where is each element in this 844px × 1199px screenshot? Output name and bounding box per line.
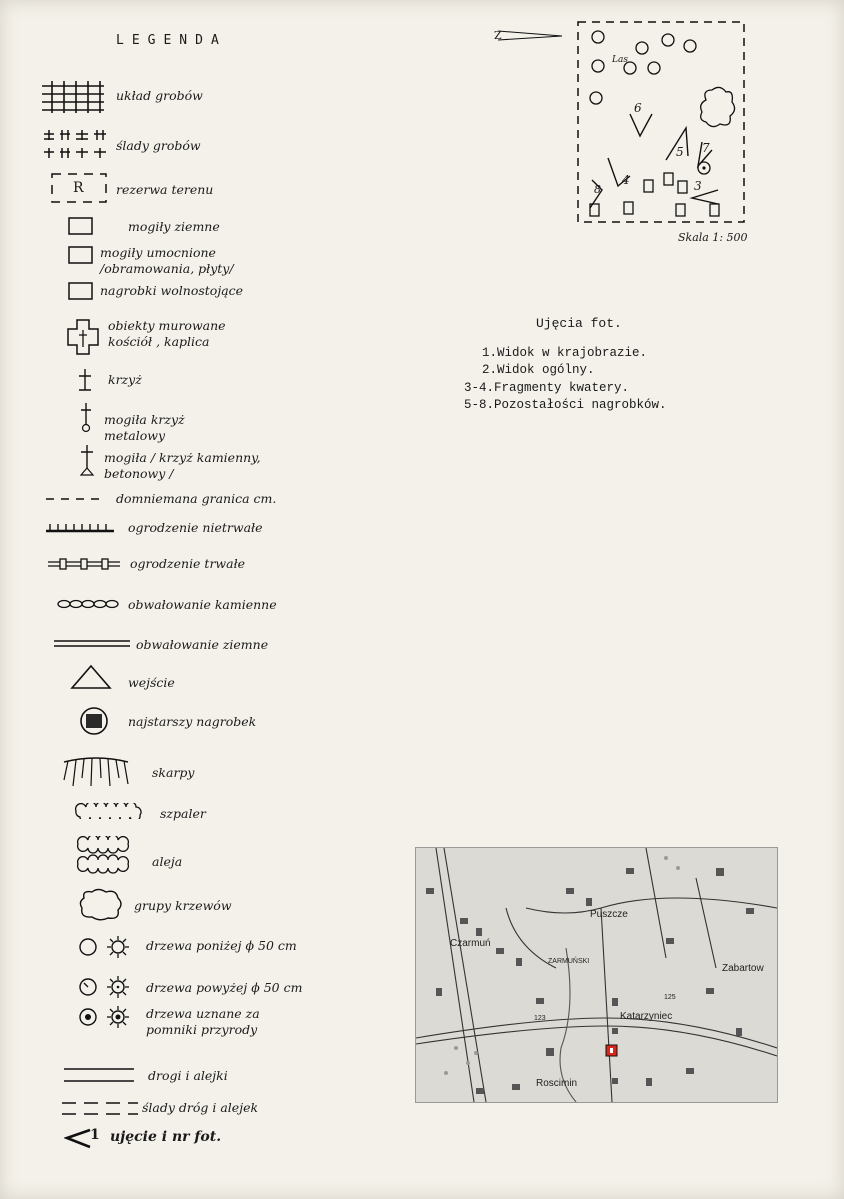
map-label-puszcze: Puszcze [590,909,628,920]
legend-roads-label: drogi i alejki [148,1068,228,1083]
legend-temp-fence-label: ogrodzenie nietrwałe [128,520,263,535]
legend-avenue-label: aleja [152,854,183,869]
boundary-dashed-symbol [44,494,108,504]
legend-scarp-label: skarpy [152,765,195,780]
site-plan-number-7: 7 [702,141,710,155]
site-plan-number-8: 8 [594,183,601,196]
photo-item-2: 2.Widok ogólny. [482,363,595,377]
cemetery-site-plan [490,18,760,230]
small-trees-symbol [78,934,134,960]
roads-symbol [62,1066,136,1086]
photo-item-1: 1.Widok w krajobrazie. [482,346,648,360]
photos-title: Ujęcia fot. [536,316,622,331]
legend-boundary-label: domniemana granica cm. [116,491,277,506]
reinforced-mound-symbol [68,245,94,265]
legend-oldest-label: najstarszy nagrobek [128,714,257,729]
legend-stone-cross-label: mogiła / krzyż kamienny, betonowy / [104,450,261,481]
legend-stone-bank-label: obwałowanie kamienne [128,597,277,612]
grave-grid-symbol [40,80,106,114]
legend-title: LEGENDA [116,33,227,48]
photo-shot-number: 1 [90,1127,100,1143]
legend-grid-label: układ grobów [116,88,203,103]
legend-road-traces-label: ślady dróg i alejek [142,1100,259,1115]
stone-cross-symbol [76,444,98,478]
legend-earth-bank-label: obwałowanie ziemne [136,637,269,652]
map-label-roscimin: Roscimin [536,1078,578,1089]
photo-item-4: 5-8.Pozostałości nagrobków. [464,398,667,412]
standing-tombstone-symbol [68,281,94,301]
photo-shot-arrow-symbol [64,1128,92,1150]
legend-trees-large-label: drzewa powyżej ϕ 50 cm [146,980,303,995]
site-plan-number-5: 5 [676,145,684,159]
site-plan-number-4: 4 [622,173,630,187]
monument-trees-symbol [78,1004,134,1030]
hedge-symbol [70,803,148,819]
legend-mound-label: mogiły ziemne [128,219,220,234]
map-label-katarzyniec: Katarzyniec [620,1011,673,1022]
legend-trees-small-label: drzewa poniżej ϕ 50 cm [146,938,297,953]
church-chapel-symbol [66,318,100,356]
photo-item-3: 3-4.Fragmenty kwatery. [464,381,630,395]
legend-metal-cross-label: mogiła krzyż metalowy [104,412,185,443]
large-trees-symbol [78,974,134,1000]
legend-perm-fence-label: ogrodzenie trwałe [130,556,246,571]
site-plan-number-3: 3 [694,179,702,193]
site-plan-forest-label: Las [612,55,628,65]
earth-mound-symbol [68,216,94,236]
location-map-drawing [416,848,777,1102]
site-plan-scale: Skala 1: 500 [678,231,748,244]
cross-symbol [76,368,94,392]
legend-masonry-label: obiekty murowane kościół , kaplica [108,318,226,349]
earth-embankment-symbol [52,639,132,649]
legend-monument-trees-label: drzewa uznane za pomniki przyrody [146,1006,260,1037]
avenue-symbol [74,836,134,874]
reserve-symbol-letter: R [73,180,84,196]
legend-entrance-label: wejście [128,675,175,690]
map-label-czarmun: Czarmuń [450,938,491,949]
map-label-125: 125 [664,994,676,1001]
legend-photo-shot-label: ujęcie i nr fot. [110,1129,222,1145]
map-label-123: 123 [534,1015,546,1022]
legend-hedge-label: szpaler [160,806,206,821]
legend-cross-label: krzyż [108,372,142,387]
legend-standing-label: nagrobki wolnostojące [100,283,244,298]
map-label-zarmunski: ZARMUŃSKI [548,958,590,965]
stone-embankment-symbol [56,598,122,610]
permanent-fence-symbol [46,557,122,571]
location-map [415,847,778,1103]
legend-reinforced-label: mogiły umocnione /obramowania, płyty/ [100,245,234,276]
temporary-fence-symbol [44,520,116,534]
legend-shrubs-label: grupy krzewów [134,898,232,913]
legend-reserve-label: rezerwa terenu [116,182,214,197]
legend-traces-label: ślady grobów [116,138,201,153]
entrance-triangle-symbol [70,664,112,690]
site-plan-number-6: 6 [634,101,642,115]
scarp-symbol [60,756,132,790]
shrub-group-symbol [78,888,124,922]
site-plan-north-label: Z [494,29,502,42]
metal-cross-symbol [78,402,94,436]
oldest-tombstone-symbol [79,706,109,736]
grave-traces-symbol [42,128,110,162]
map-label-zabartow: Zabartow [722,963,764,974]
road-traces-symbol [60,1100,140,1118]
